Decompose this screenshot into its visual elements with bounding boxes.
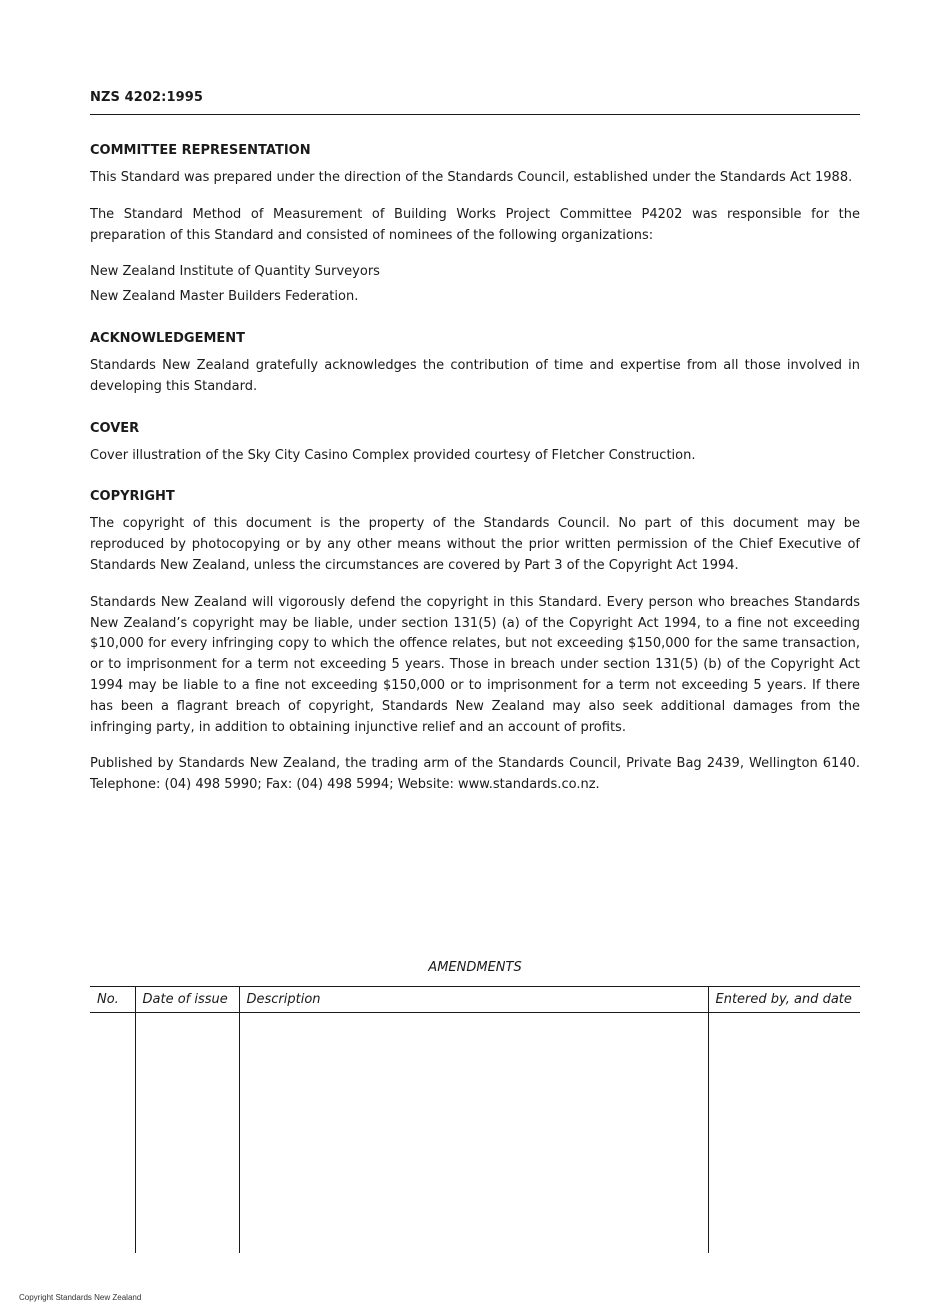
acknowledgement-heading: ACKNOWLEDGEMENT: [90, 330, 246, 346]
column-header-date: Date of issue: [135, 987, 239, 1013]
amendments-empty-row: [90, 1013, 860, 1254]
organization-item: New Zealand Institute of Quantity Surveyors: [90, 264, 380, 280]
column-header-description: Description: [239, 987, 708, 1013]
standard-code: NZS 4202:1995: [90, 90, 204, 105]
amendments-table: [90, 986, 860, 1253]
table-cell: [708, 1013, 860, 1254]
amendments-header-row: [90, 987, 860, 1013]
footer-copyright: Copyright Standards New Zealand: [19, 1293, 142, 1302]
page-content: [90, 142, 860, 812]
committee-heading: COMMITTEE REPRESENTATION: [90, 143, 311, 158]
table-cell: [90, 1013, 135, 1254]
copyright-heading: COPYRIGHT: [90, 489, 175, 505]
publisher-info: Published by Standards New Zealand, the trading arm of the Standards Council, Private Bag 2439, Wellington 6140. Telephone: (04) 498 5990; Fax: (04) 498 5994; Website: www.standards.co.nz.: [90, 756, 860, 793]
acknowledgement-text: Standards New Zealand gratefully acknowledges the contribution of time and expertise from all those involved in developing this Standard.: [90, 357, 860, 394]
table-cell: [135, 1013, 239, 1254]
committee-para-1: This Standard was prepared under the direction of the Standards Council, established under the Standards Act 1988.: [90, 170, 853, 185]
organization-item: New Zealand Master Builders Federation.: [90, 289, 359, 305]
column-header-no: No.: [90, 987, 135, 1013]
cover-heading: COVER: [90, 420, 140, 436]
table-cell: [239, 1013, 708, 1254]
header-rule: [90, 114, 860, 115]
column-header-entered-by: Entered by, and date: [708, 987, 860, 1013]
copyright-para-1: The copyright of this document is the property of the Standards Council. No part of this document may be reproduced by photocopying or by any other means without the prior written permission of the Chief Executive of Standards New Zealand, unless the circumstances are covered by Part 3 of the Copyright Act 1994.: [90, 516, 860, 573]
cover-text: Cover illustration of the Sky City Casino Complex provided courtesy of Fletcher Construction.: [90, 447, 696, 463]
committee-para-2: The Standard Method of Measurement of Building Works Project Committee P4202 was responsible for the preparation of this Standard and consisted of nominees of the following organizations:: [90, 206, 860, 243]
amendments-title: AMENDMENTS: [428, 960, 522, 975]
copyright-para-2: Standards New Zealand will vigorously defend the copyright in this Standard. Every person who breaches Standards New Zealand’s copyright may be liable, under section 131(5) (a) of the Copyright Act 1994, to a fine not exceeding $10,000 for every infringing copy to which the offence relates, but not exceeding $150,000 for the same transaction, or to imprisonment for a term not exceeding 5 years. Those in breach under section 131(5) (b) of the Copyright Act 1994 may be liable to a fine not exceeding $150,000 or to imprisonment for a term not exceeding 5 years. If there has been a flagrant breach of copyright, Standards New Zealand may also seek additional damages from the infringing party, in addition to obtaining injunctive relief and an account of profits.: [90, 594, 860, 735]
